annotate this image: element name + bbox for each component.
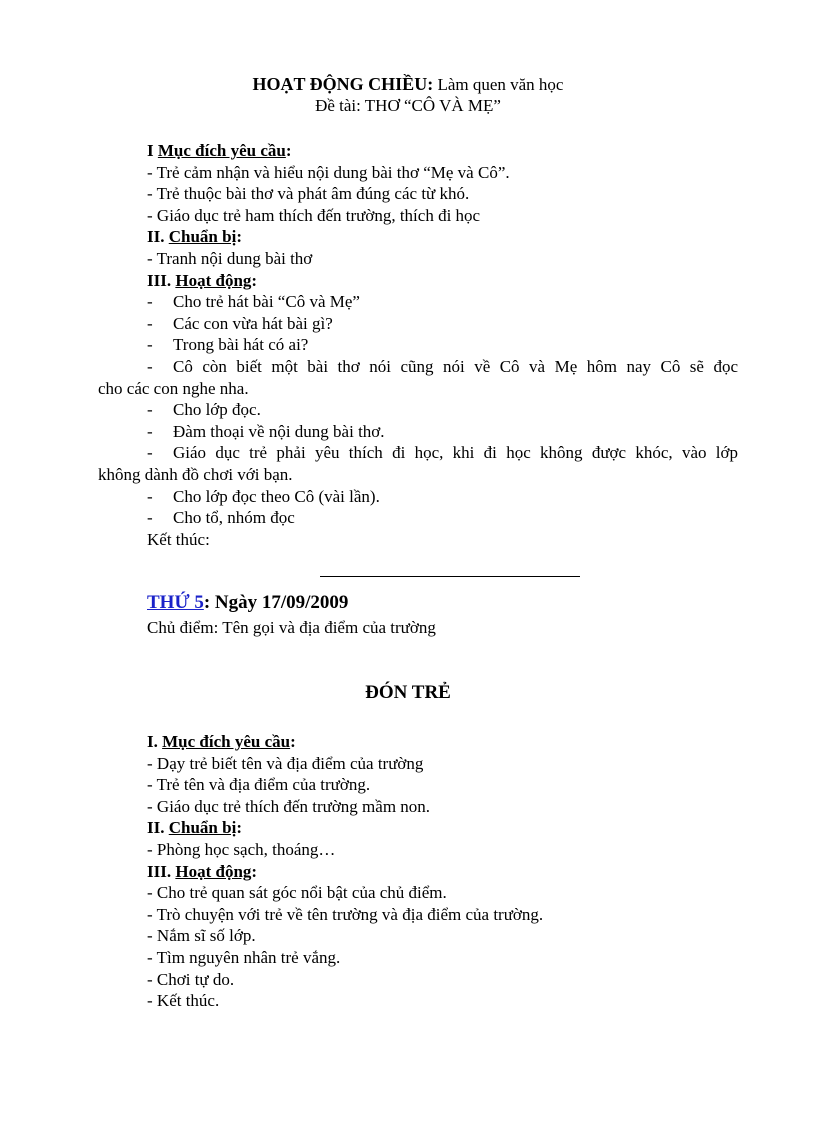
list-item: - Cho trẻ quan sát góc nổi bật của chủ điểm. [147,883,447,903]
activity-item: - Các con vừa hát bài gì? [147,313,333,333]
title-bold: HOẠT ĐỘNG CHIỀU: [252,74,434,94]
heading-activities: III. Hoạt động: [147,861,258,881]
activity-item: - Cho lớp đọc. [147,400,261,420]
activity-item: - Cho tổ, nhóm đọc [147,508,295,528]
activity-item: - Cô còn biết một bài thơ nói cũng nói về Cô và Mẹ hôm nay Cô sẽ đọc cho các con nghe nha. [98,356,738,398]
divider-line [320,576,580,577]
subtitle: Đề tài: THƠ “CÔ VÀ MẸ” [315,96,501,115]
heading-objectives: I. Mục đích yêu cầu: [147,732,296,751]
page-title [0,74,816,95]
section-afternoon [98,140,747,550]
list-item: - Trẻ thuộc bài thơ và phát âm đúng các từ khó. [147,184,470,204]
heading-objectives: I Mục đích yêu cầu: [147,141,292,160]
list-item: - Giáo dục trẻ ham thích đến trường, thích đi học [147,205,481,225]
section-title: ĐÓN TRẺ [365,682,451,703]
end-label: Kết thúc: [147,529,210,549]
section-welcome [147,731,747,1012]
list-item: - Phòng học sạch, thoáng… [147,839,336,859]
heading-preparation: II. Chuẩn bị: [147,818,242,838]
activity-item: - Cho lớp đọc theo Cô (vài lần). [147,486,380,506]
heading-preparation: II. Chuẩn bị: [147,227,242,247]
list-item: - Tìm nguyên nhân trẻ vắng. [147,947,341,967]
list-item: - Giáo dục trẻ thích đến trường mầm non. [147,796,431,816]
activity-item: - Cho trẻ hát bài “Cô và Mẹ” [147,292,360,312]
list-item: - Dạy trẻ biết tên và địa điểm của trường [147,753,424,773]
day-heading: THỨ 5: Ngày 17/09/2009 [147,592,349,613]
activity-item: - Giáo dục trẻ phải yêu thích đi học, khi đi học không được khóc, vào lớp không dành đồ chơi với bạn. [98,443,738,484]
activity-item: - Trong bài hát có ai? [147,335,309,355]
activity-item: - Đàm thoại về nội dung bài thơ. [147,421,385,441]
heading-activities: III. Hoạt động: [147,270,258,290]
list-item: - Kết thúc. [147,991,220,1011]
list-item: - Chơi tự do. [147,969,235,989]
list-item: - Trẻ tên và địa điểm của trường. [147,775,371,795]
list-item: - Trò chuyện với trẻ về tên trường và địa điểm của trường. [147,904,544,924]
topic-line: Chủ điểm: Tên gọi và địa điểm của trường [147,618,436,637]
list-item: - Nắm sĩ số lớp. [147,926,256,946]
day-link[interactable]: THỨ 5 [147,592,204,613]
list-item: - Tranh nội dung bài thơ [147,248,313,268]
title-rest: Làm quen văn học [433,75,564,94]
list-item: - Trẻ cảm nhận và hiểu nội dung bài thơ “Mẹ và Cô”. [147,162,510,182]
